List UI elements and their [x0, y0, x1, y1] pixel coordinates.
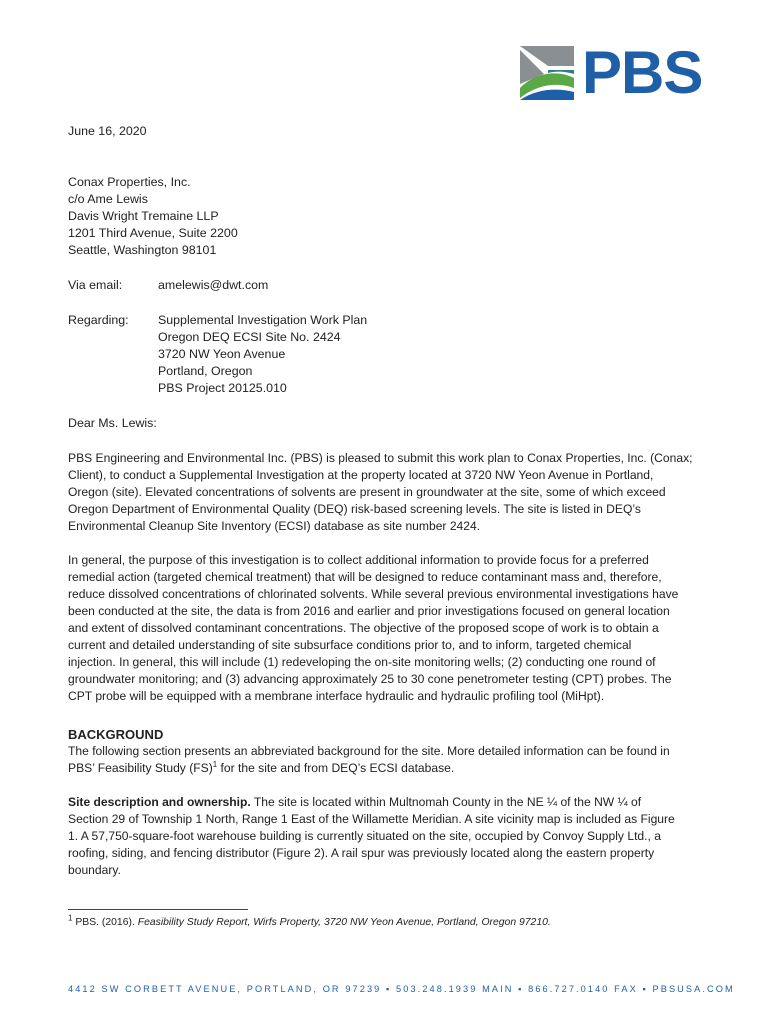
regarding-line: Oregon DEQ ECSI Site No. 2424	[158, 330, 341, 344]
footnote-title: Feasibility Study Report, Wirfs Property, 3720 NW Yeon Avenue, Portland, Oregon 97210.	[137, 917, 551, 928]
paragraph-line: and extent of dissolved contaminant concentrations. The objective of the proposed scope of work is to obtain a	[68, 621, 659, 635]
paragraph-line: In general, the purpose of this investigation is to collect additional information to provide focus for a preferred	[68, 553, 649, 567]
paragraph-line: PBS Engineering and Environmental Inc. (PBS) is pleased to submit this work plan to Conax Properties, Inc. (Conax;	[68, 451, 693, 465]
paragraph-line	[68, 760, 708, 777]
footnote	[68, 915, 551, 930]
regarding-line: PBS Project 20125.010	[158, 381, 287, 395]
regarding-line: 3720 NW Yeon Avenue	[158, 347, 286, 361]
paragraph-line: roofing, siding, and fencing distributor (Figure 2). A rail spur was previously located along the eastern property	[68, 846, 655, 860]
footnote-divider	[68, 909, 248, 910]
address-line: 1201 Third Avenue, Suite 2200	[68, 226, 238, 240]
paragraph-line: remedial action (targeted chemical treatment) that will be designed to reduce contaminant mass and, therefore,	[68, 570, 662, 584]
purpose-paragraph	[68, 552, 708, 705]
site-text: The site is located within Multnomah County in the NE ¼ of the NW ¼ of	[250, 795, 642, 809]
site-description-lead: Site description and ownership.	[68, 795, 251, 809]
recipient-address	[68, 174, 238, 259]
paragraph-line: current and detailed understanding of site subsurface conditions prior to, and to inform, targeted chemical	[68, 638, 632, 652]
background-paragraph	[68, 743, 708, 777]
regarding-label: Regarding:	[68, 313, 129, 327]
address-line: Davis Wright Tremaine LLP	[68, 209, 219, 223]
paragraph-line: Section 29 of Township 1 North, Range 1 East of the Willamette Meridian. A site vicinity map is included as Figure	[68, 812, 675, 826]
address-line: Seattle, Washington 98101	[68, 243, 217, 257]
paragraph-line: Client), to conduct a Supplemental Investigation at the property located at 3720 NW Yeon Avenue in Portland,	[68, 468, 654, 482]
intro-paragraph	[68, 450, 708, 535]
pbs-logo	[518, 39, 704, 106]
paragraph-line: Environmental Cleanup Site Inventory (ECSI) database as site number 2424.	[68, 519, 481, 533]
paragraph-line: been conducted at the site, the data is from 2016 and earlier and prior investigations focused on general location	[68, 604, 670, 618]
letter-date: June 16, 2020	[68, 124, 147, 138]
background-text: for the site and from DEQ’s ECSI database.	[217, 761, 455, 775]
salutation: Dear Ms. Lewis:	[68, 416, 157, 430]
footnote-text: PBS. (2016).	[72, 917, 138, 928]
logo-wordmark: PBS	[582, 39, 703, 106]
paragraph-line: The following section presents an abbreviated background for the site. More detailed information can be found in	[68, 744, 670, 758]
regarding-block	[158, 312, 367, 397]
letterhead-footer: 4412 SW CORBETT AVENUE, PORTLAND, OR 97239 ▪ 503.248.1939 MAIN ▪ 866.727.0140 FAX ▪ PBSUSA.COM	[68, 984, 735, 994]
footnote-ref[interactable]: 1	[212, 759, 218, 769]
via-label: Via email:	[68, 278, 123, 292]
regarding-line: Supplemental Investigation Work Plan	[158, 313, 368, 327]
pbs-logo-mark-icon	[518, 44, 576, 102]
address-line: c/o Ame Lewis	[68, 192, 148, 206]
background-heading: BACKGROUND	[68, 727, 164, 742]
paragraph-line: groundwater monitoring; and (3) advancing approximately 25 to 30 cone penetrometer testing (CPT) probes. The	[68, 672, 672, 686]
address-line: Conax Properties, Inc.	[68, 175, 191, 189]
paragraph-line: reduce dissolved concentrations of chlorinated solvents. While several previous environmental investigations have	[68, 587, 679, 601]
paragraph-line: Oregon (site). Elevated concentrations of solvents are present in groundwater at the site, some of which exceed	[68, 485, 666, 499]
paragraph-line	[68, 794, 708, 811]
via-email-link[interactable]: amelewis@dwt.com	[158, 278, 269, 292]
paragraph-line: Oregon Department of Environmental Quality (DEQ) risk-based screening levels. The site is listed in DEQ’s	[68, 502, 641, 516]
background-text: PBS’ Feasibility Study (FS)	[68, 761, 213, 775]
footnote-number: 1	[68, 913, 73, 923]
paragraph-line: CPT probe will be equipped with a membrane interface hydraulic and hydraulic profiling tool (MiHpt).	[68, 689, 605, 703]
paragraph-line: boundary.	[68, 863, 121, 877]
paragraph-line: 1. A 57,750-square-foot warehouse building is currently situated on the site, occupied by Convoy Supply Ltd., a	[68, 829, 661, 843]
paragraph-line: injection. In general, this will include (1) redeveloping the on-site monitoring wells; (2) conducting one round of	[68, 655, 656, 669]
site-description-paragraph	[68, 794, 708, 879]
regarding-line: Portland, Oregon	[158, 364, 253, 378]
